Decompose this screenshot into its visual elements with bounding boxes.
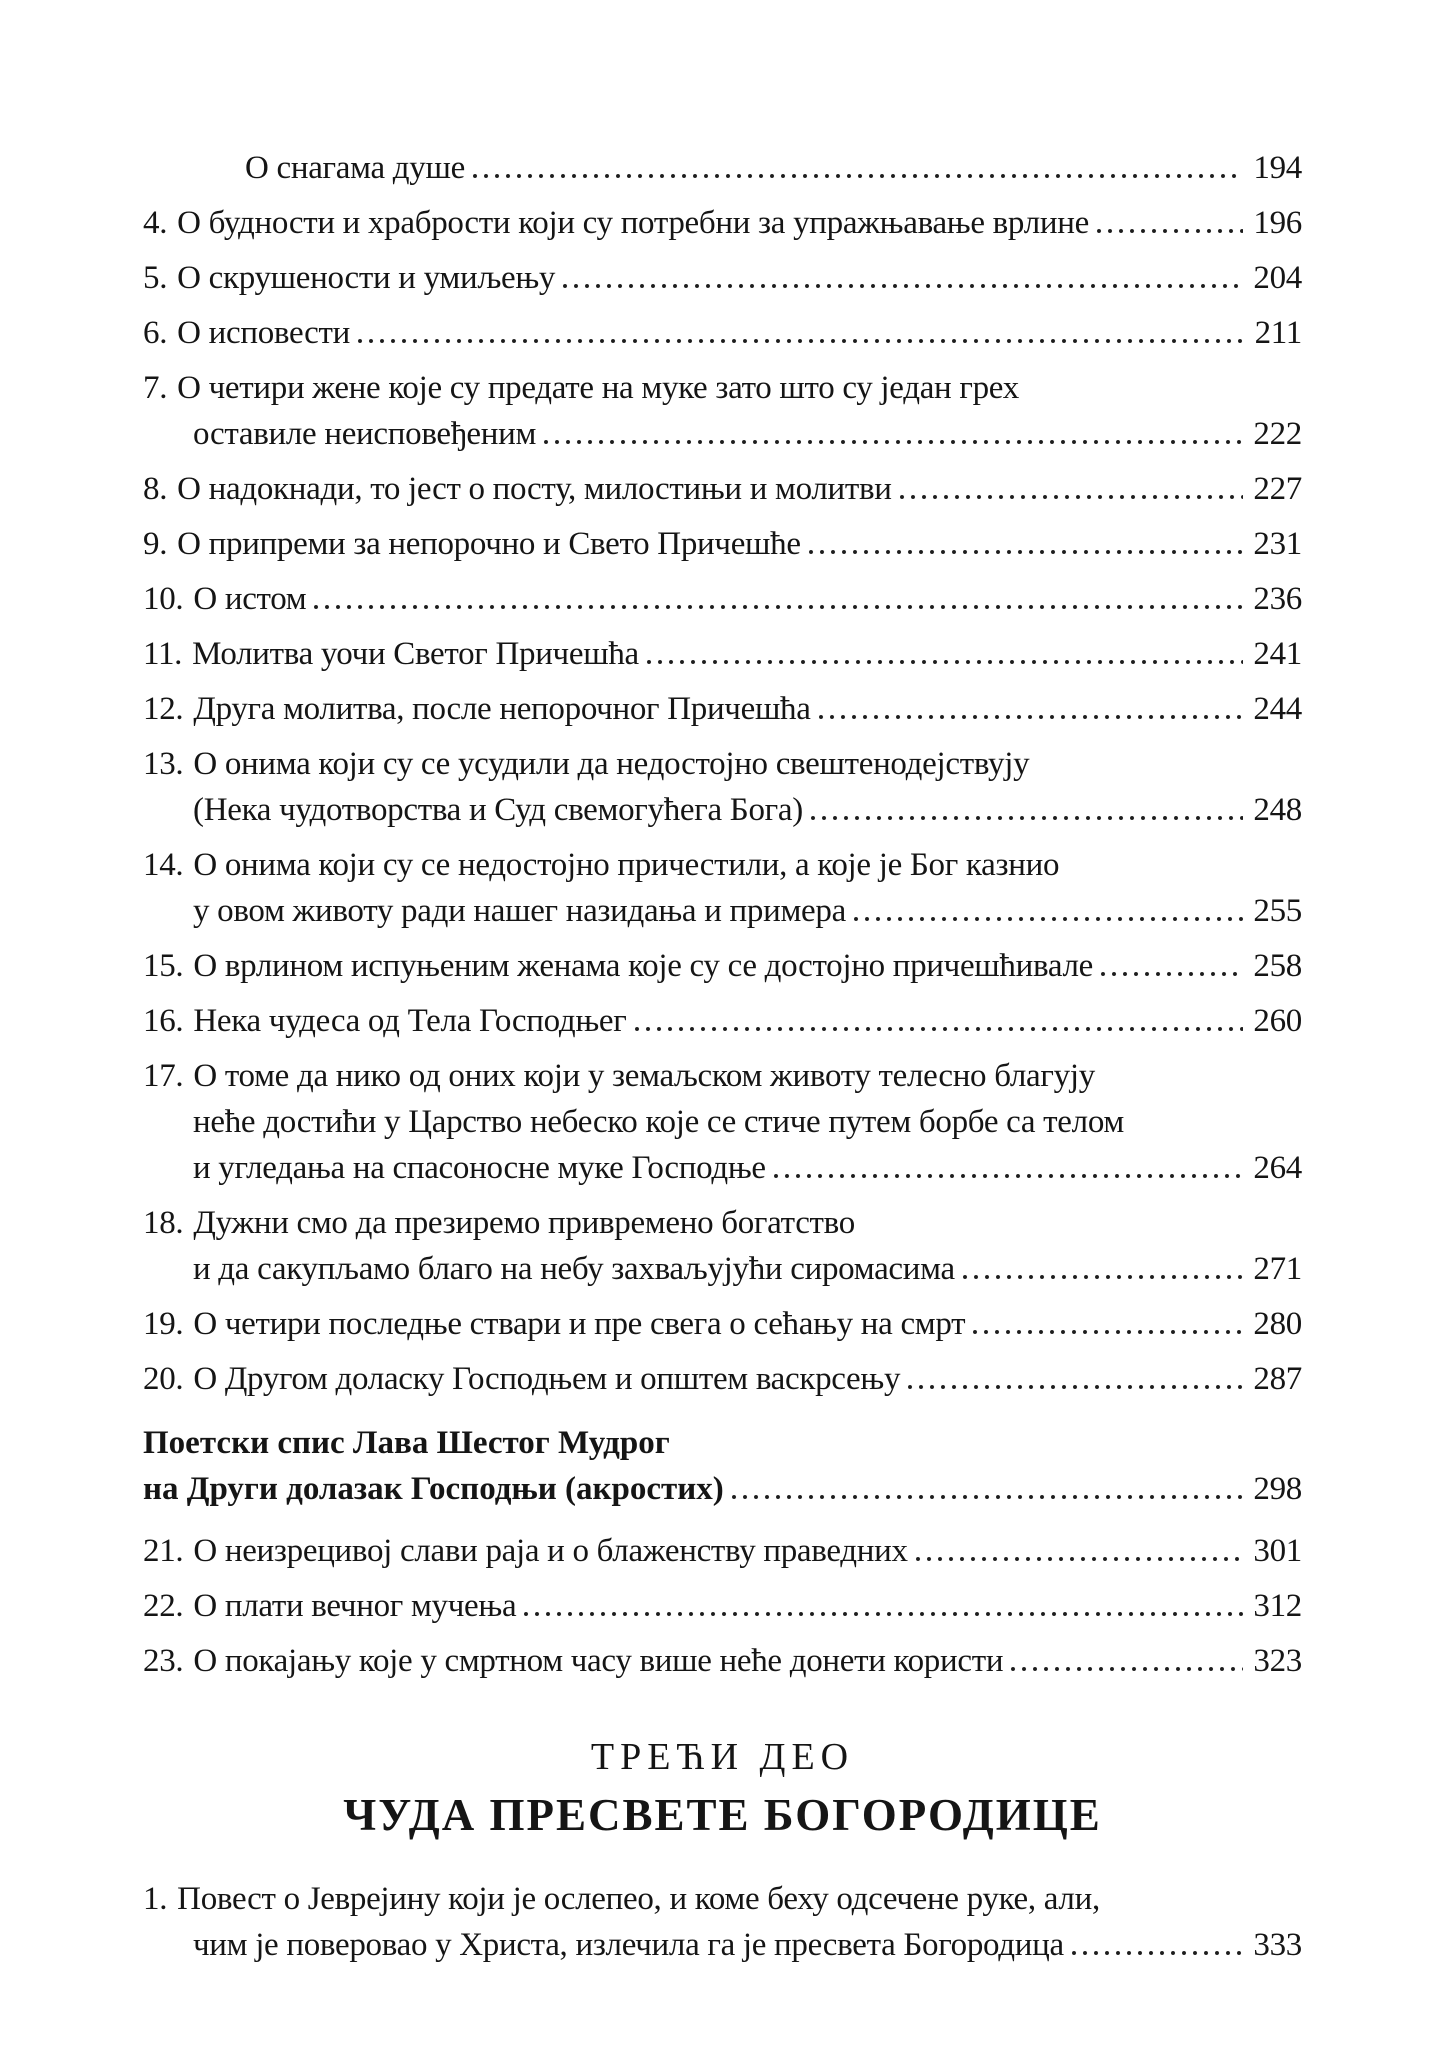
entry-text: Поетски спис Лава Шестог Мудрог (143, 1425, 670, 1461)
entry-text: О четири последње ствари и пре свега о сећању на смрт (193, 1306, 966, 1342)
section-title: ЧУДА ПРЕСВЕТЕ БОГОРОДИЦЕ (343, 1790, 1102, 1840)
toc-entry (143, 686, 1302, 732)
entry-number: 4. (143, 205, 168, 241)
page-number: 301 (1253, 1533, 1302, 1569)
entry-number: 20. (143, 1361, 184, 1397)
page-number: 231 (1253, 526, 1302, 562)
toc-entry-line (143, 686, 1302, 732)
page-number: 280 (1253, 1306, 1302, 1342)
entry-text: Повест о Јеврејину који је ослепео, и коме беху одсечене руке, али, (177, 1881, 1100, 1917)
section-part-label: ТРЕЋИ ДЕО (590, 1736, 855, 1778)
entry-number: 19. (143, 1306, 184, 1342)
toc-entry-line (143, 998, 1302, 1044)
toc-entry (143, 521, 1302, 567)
toc-entry (143, 145, 1302, 191)
toc-entry-line (143, 1583, 1302, 1629)
dot-leader (314, 576, 1243, 622)
toc-entry-line (143, 741, 1302, 787)
entry-text: О исповести (177, 315, 350, 351)
entry-text: О скрушености и умиљењу (177, 260, 556, 296)
entry-number: 1. (143, 1881, 168, 1917)
entry-number: 22. (143, 1588, 184, 1624)
entry-number: 5. (143, 260, 168, 296)
entry-number: 13. (143, 746, 184, 782)
entry-number: 23. (143, 1643, 184, 1679)
entry-text: О Другом доласку Господњем и општем васкрсењу (193, 1361, 901, 1397)
entry-text: О надокнади, то јест о посту, милостињи и молитви (177, 471, 892, 507)
page-number: 258 (1253, 948, 1302, 984)
toc-entry (143, 1876, 1302, 1968)
entry-text: и да сакупљамо благо на небу захваљујући сиромасима (193, 1251, 955, 1287)
toc-entry-line (143, 365, 1302, 411)
toc-entry-line (143, 1099, 1302, 1145)
page-number: 194 (1253, 150, 1302, 186)
toc-entry-line (143, 310, 1302, 356)
toc-entry-line (143, 1876, 1302, 1922)
page-number: 196 (1253, 205, 1302, 241)
dot-leader (732, 1466, 1244, 1512)
dot-leader (819, 686, 1244, 732)
toc-entry-line (143, 1301, 1302, 1347)
toc-entry (143, 741, 1302, 833)
entry-text: О томе да нико од оних који у земаљском животу телесно благују (193, 1058, 1095, 1094)
toc-entry-line (143, 255, 1302, 301)
toc-entry-line (143, 466, 1302, 512)
toc-entry-line (143, 1246, 1302, 1292)
toc-entry (143, 466, 1302, 512)
page-number: 244 (1253, 691, 1302, 727)
toc-entry (143, 842, 1302, 934)
toc-entry (143, 1638, 1302, 1684)
toc-entry-line (143, 1922, 1302, 1968)
toc-entry-line (143, 631, 1302, 677)
entry-number: 18. (143, 1205, 184, 1241)
toc-entry-line (143, 145, 1302, 191)
entry-number: 9. (143, 526, 168, 562)
toc-entry-line (143, 1528, 1302, 1574)
entry-text: О четири жене које су предате на муке зато што су један грех (177, 370, 1019, 406)
dot-leader (963, 1246, 1244, 1292)
page-number: 255 (1253, 893, 1302, 929)
table-of-contents (143, 145, 1302, 1968)
toc-entry (143, 576, 1302, 622)
dot-leader (635, 998, 1244, 1044)
entry-text: О покајању које у смртном часу више неће донети користи (193, 1643, 1004, 1679)
toc-entry (143, 1200, 1302, 1292)
entry-text: на Други долазак Господњи (акростих) (143, 1471, 724, 1507)
page-number: 260 (1253, 1003, 1302, 1039)
toc-entry-line (143, 1145, 1302, 1191)
dot-leader (900, 466, 1244, 512)
page-number: 204 (1253, 260, 1302, 296)
toc-entry (143, 1420, 1302, 1512)
dot-leader (854, 888, 1243, 934)
entry-number: 16. (143, 1003, 184, 1039)
page-number: 222 (1253, 416, 1302, 452)
dot-leader (908, 1356, 1243, 1402)
entry-number: 7. (143, 370, 168, 406)
page-number: 298 (1253, 1471, 1302, 1507)
toc-entry (143, 1528, 1302, 1574)
entry-number: 6. (143, 315, 168, 351)
toc-entry (143, 943, 1302, 989)
toc-entry-line (143, 943, 1302, 989)
entry-text: Дужни смо да презиремо привремено богатство (193, 1205, 855, 1241)
toc-entry-line (143, 1466, 1302, 1512)
toc-entry-line (143, 576, 1302, 622)
toc-entry-line (143, 1638, 1302, 1684)
toc-entry-line (143, 842, 1302, 888)
toc-entry (143, 310, 1302, 356)
toc-entry (143, 200, 1302, 246)
dot-leader (473, 145, 1243, 191)
dot-leader (973, 1301, 1243, 1347)
toc-entry (143, 1053, 1302, 1191)
dot-leader (774, 1145, 1244, 1191)
entry-text: (Нека чудотворства и Суд свемогућега Бога) (193, 792, 803, 828)
toc-entry-line (143, 1420, 1302, 1466)
entry-text: Друга молитва, после непорочног Причешћа (193, 691, 811, 727)
toc-entry-line (143, 411, 1302, 457)
toc-entry-line (143, 200, 1302, 246)
toc-entry-line (143, 787, 1302, 833)
entry-text: оставиле неисповеђеним (193, 416, 537, 452)
entry-text: О онима који су се усудили да недостојно свештенодејствују (193, 746, 1030, 782)
entry-number: 21. (143, 1533, 184, 1569)
page-number: 241 (1253, 636, 1302, 672)
page-number: 211 (1254, 315, 1302, 351)
dot-leader (811, 787, 1243, 833)
dot-leader (1072, 1922, 1244, 1968)
entry-text: О врлином испуњеним женама које су се достојно причешћивале (193, 948, 1093, 984)
page-number: 248 (1253, 792, 1302, 828)
toc-entry-line (143, 888, 1302, 934)
entry-number: 10. (143, 581, 184, 617)
entry-number: 17. (143, 1058, 184, 1094)
page-number: 287 (1253, 1361, 1302, 1397)
page-number: 333 (1253, 1927, 1302, 1963)
entry-text: чим је поверовао у Христа, излечила га је пресвета Богородица (193, 1927, 1064, 1963)
dot-leader (563, 255, 1243, 301)
toc-entry-line (143, 521, 1302, 567)
dot-leader (358, 310, 1245, 356)
entry-text: О припреми за непорочно и Свето Причешће (177, 526, 801, 562)
entry-text: О будности и храбрости који су потребни за упражњавање врлине (177, 205, 1089, 241)
toc-entry (143, 998, 1302, 1044)
toc-entry-line (143, 1053, 1302, 1099)
entry-text: О неизрецивој слави раја и о блаженству праведних (193, 1533, 908, 1569)
entry-number: 15. (143, 948, 184, 984)
dot-leader (647, 631, 1244, 677)
dot-leader (1101, 943, 1243, 989)
dot-leader (809, 521, 1244, 567)
dot-leader (524, 1583, 1243, 1629)
entry-number: 14. (143, 847, 184, 883)
entry-text: О онима који су се недостојно причестили, а које је Бог казнио (193, 847, 1060, 883)
entry-text: и угледања на спасоносне муке Господње (193, 1150, 766, 1186)
entry-text: О истом (193, 581, 307, 617)
entry-text: Молитва уочи Светог Причешћа (192, 636, 639, 672)
entry-text: Нека чудеса од Тела Господњег (193, 1003, 627, 1039)
entry-text: О снагама душе (245, 150, 465, 186)
entry-number: 8. (143, 471, 168, 507)
dot-leader (544, 411, 1243, 457)
toc-entry (143, 365, 1302, 457)
toc-entry (143, 1583, 1302, 1629)
entry-number: 12. (143, 691, 184, 727)
page-number: 271 (1253, 1251, 1302, 1287)
toc-entry (143, 255, 1302, 301)
page-number: 227 (1253, 471, 1302, 507)
page-number: 323 (1253, 1643, 1302, 1679)
dot-leader (1011, 1638, 1243, 1684)
toc-entry (143, 1301, 1302, 1347)
entry-text: у овом животу ради нашег назидања и примера (193, 893, 846, 929)
toc-entry-line (143, 1200, 1302, 1246)
toc-entry-line (143, 1356, 1302, 1402)
section-heading (143, 1730, 1302, 1846)
page-number: 312 (1253, 1588, 1302, 1624)
toc-entry (143, 631, 1302, 677)
entry-text: неће достићи у Царство небеско које се стиче путем борбе са телом (193, 1104, 1124, 1140)
toc-entry (143, 1356, 1302, 1402)
entry-number: 11. (143, 636, 183, 672)
page-number: 236 (1253, 581, 1302, 617)
dot-leader (1097, 200, 1243, 246)
entry-text: О плати вечног мучења (193, 1588, 517, 1624)
dot-leader (916, 1528, 1244, 1574)
page-number: 264 (1253, 1150, 1302, 1186)
